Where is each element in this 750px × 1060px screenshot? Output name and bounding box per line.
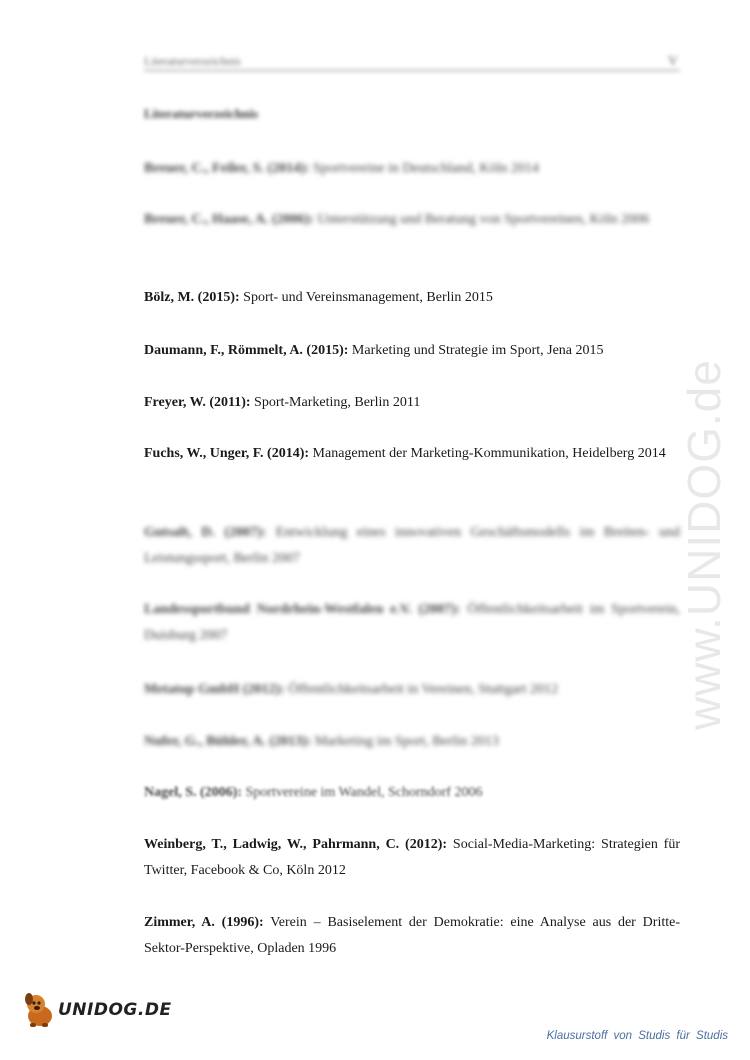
entry-author: Landessportbund Nordrhein-Westfalen e.V. (2007): (144, 602, 461, 617)
entry-text: Social-Media-Marketing: Strategien für Twitter, Facebook & Co, Köln 2012 (144, 837, 681, 878)
entry-text: Unterstützung und Beratung von Sportvereinen, Köln 2006 (317, 212, 650, 227)
entry-text: Verein – Basiselement der Demokratie: eine Analyse aus der Dritte-Sektor-Perspektive, Opladen 1996 (144, 915, 680, 956)
entry-text: Öffentlichkeitsarbeit im Sportverein, Duisburg 2007 (144, 602, 681, 643)
entry-author: Fuchs, W., Unger, F. (2014): (144, 446, 310, 461)
dog-mascot-icon (22, 990, 58, 1030)
entry-text: Sport-Marketing, Berlin 2011 (254, 395, 421, 410)
footer-tagline: Klausurstoff von Studis für Studis (546, 1030, 728, 1042)
section-title: Literaturverzeichnis (144, 106, 259, 121)
bibliography-entry (144, 910, 680, 962)
entry-author: Freyer, W. (2011): (144, 395, 251, 410)
bibliography-entry (144, 780, 680, 806)
header-title: Literaturverzeichnis (144, 54, 241, 68)
bibliography-entry (144, 729, 680, 755)
entry-author: Weinberg, T., Ladwig, W., Pahrmann, C. (2012): (144, 837, 448, 852)
entry-text: Management der Marketing-Kommunikation, Heidelberg 2014 (312, 446, 666, 461)
bibliography-entry (144, 441, 680, 467)
bibliography-entry (144, 390, 680, 416)
page-header (144, 52, 680, 71)
entry-text: Sportvereine in Deutschland, Köln 2014 (313, 161, 539, 176)
page-number: V (667, 54, 678, 69)
entry-author: Daumann, F., Römmelt, A. (2015): (144, 343, 349, 358)
entry-author: Bölz, M. (2015): (144, 290, 240, 305)
entry-text: Marketing im Sport, Berlin 2013 (314, 734, 499, 749)
footer-logo[interactable] (22, 990, 182, 1030)
bibliography-entry (144, 156, 680, 182)
entry-author: Zimmer, A. (1996): (144, 915, 264, 930)
bibliography-entry (144, 338, 680, 364)
bibliography-entry (144, 520, 680, 572)
entry-author: Metatop GmbH (2012): (144, 682, 285, 697)
entry-author: Nufer, G., Bühler, A. (2013): (144, 734, 312, 749)
watermark-text: www.UNIDOG.de (678, 359, 730, 730)
entry-text: Sportvereine im Wandel, Schorndorf 2006 (245, 785, 483, 800)
bibliography-entry (144, 285, 680, 311)
bibliography-entry (144, 832, 680, 884)
entry-author: Breuer, C., Haase, A. (2006): (144, 212, 314, 227)
bibliography-entry (144, 677, 680, 703)
bibliography-entry (144, 207, 680, 233)
entry-text: Sport- und Vereinsmanagement, Berlin 2015 (243, 290, 493, 305)
watermark-svg (620, 260, 750, 740)
bibliography-entry (144, 597, 680, 649)
entry-author: Gutsalt, D. (2007): (144, 525, 267, 540)
entry-author: Nagel, S. (2006): (144, 785, 242, 800)
entry-author: Breuer, C., Feiler, S. (2014): (144, 161, 310, 176)
entry-text: Marketing und Strategie im Sport, Jena 2015 (351, 343, 604, 358)
entry-text: Entwicklung eines innovativen Geschäftsmodells im Breiten- und Leistungssport, Berlin 2007 (144, 525, 681, 566)
entry-text: Öffentlichkeitsarbeit in Vereinen, Stuttgart 2012 (288, 682, 558, 697)
watermark (620, 260, 750, 740)
logo-text: UNIDOG.DE (58, 1000, 172, 1020)
